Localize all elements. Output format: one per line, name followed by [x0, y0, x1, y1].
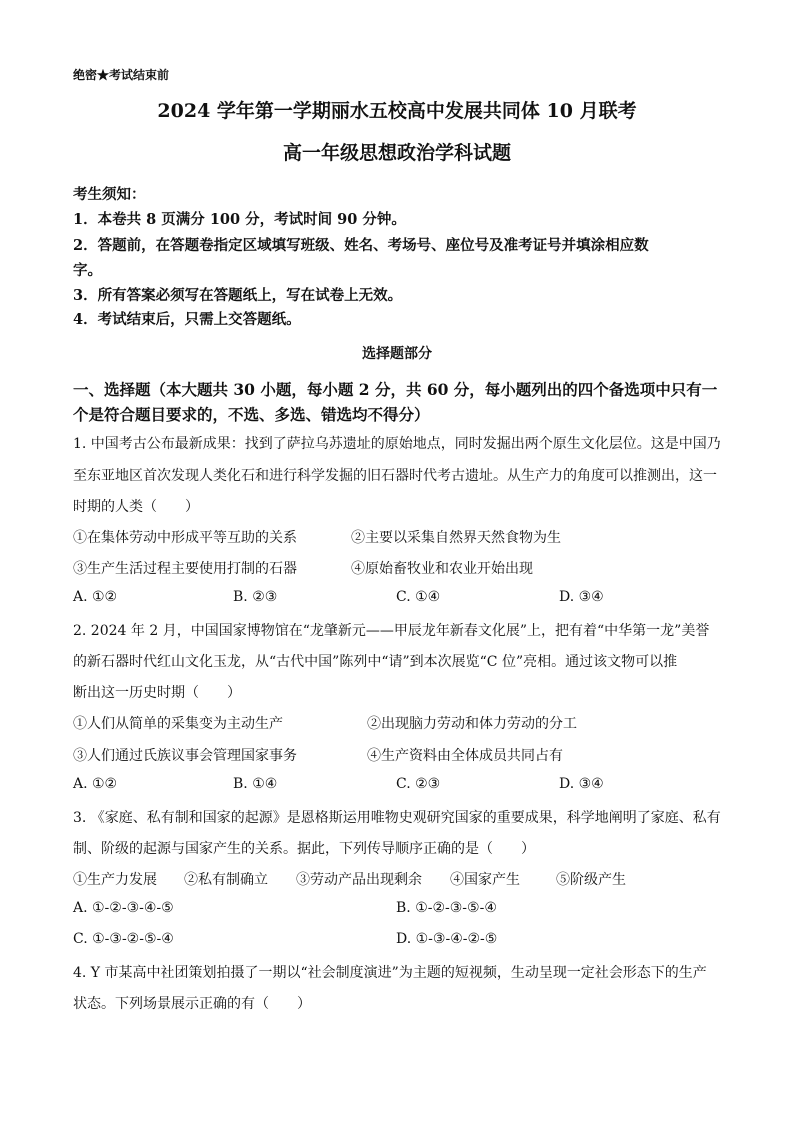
notice-heading: 考生须知： — [73, 186, 146, 203]
statement: ③人们通过氏族议事会管理国家事务 — [73, 748, 297, 764]
choice-a[interactable]: A. ①② — [73, 589, 118, 605]
exam-subtitle: 高一年级思想政治学科试题 — [282, 142, 511, 164]
choice-c[interactable]: C. ①-③-②-⑤-④ — [73, 931, 174, 947]
choice-d[interactable]: D. ③④ — [559, 589, 604, 605]
statement: ①生产力发展 — [73, 872, 157, 888]
choice-b[interactable]: B. ①④ — [233, 776, 278, 792]
choice-d[interactable]: D. ③④ — [559, 776, 604, 792]
choice-a[interactable]: A. ①② — [73, 776, 118, 792]
statement: ①在集体劳动中形成平等互助的关系 — [73, 530, 297, 546]
question-text: 2. 2024 年 2 月，中国国家博物馆在“龙肇新元——甲辰龙年新春文化展”上，把有着“中华第一龙”美誉 — [73, 623, 710, 639]
secret-mark: 绝密★考试结束前 — [73, 68, 170, 82]
choice-c[interactable]: C. ②③ — [396, 776, 441, 792]
exam-title: 2024 学年第一学期丽水五校高中发展共同体 10 月联考 — [157, 100, 637, 122]
choice-b[interactable]: B. ②③ — [233, 589, 278, 605]
section-title: 选择题部分 — [362, 346, 432, 362]
part-instructions: 一、选择题（本大题共 30 小题，每小题 2 分，共 60 分，每小题列出的四个备选项中只有一 — [73, 380, 718, 399]
notice-item: 2．答题前，在答题卷指定区域填写班级、姓名、考场号、座位号及准考证号并填涂相应数 — [73, 237, 649, 254]
question-text: 3. 《家庭、私有制和国家的起源》是恩格斯运用唯物史观研究国家的重要成果，科学地阐明了家庭、私有 — [73, 810, 721, 826]
notice-item: 3．所有答案必须写在答题纸上，写在试卷上无效。 — [73, 287, 403, 304]
statement: ④生产资料由全体成员共同占有 — [367, 748, 563, 764]
question-text: 的新石器时代红山文化玉龙，从“古代中国”陈列中“请”到本次展览“C 位”亮相。通过该文物可以推 — [73, 654, 678, 670]
choice-c[interactable]: C. ①④ — [396, 589, 441, 605]
statement: ③劳动产品出现剩余 — [296, 872, 422, 888]
question-text: 制、阶级的起源与国家产生的关系。据此，下列传导顺序正确的是（ ） — [73, 841, 535, 857]
question-text: 4. Y 市某高中社团策划拍摄了一期以“社会制度演进”为主题的短视频，生动呈现一定社会形态下的生产 — [73, 965, 707, 981]
statement: ②出现脑力劳动和体力劳动的分工 — [367, 716, 577, 732]
part-instructions: 个是符合题目要求的，不选、多选、错选均不得分） — [73, 405, 430, 424]
statement: ③生产生活过程主要使用打制的石器 — [73, 561, 297, 577]
statement: ②私有制确立 — [184, 872, 268, 888]
choice-d[interactable]: D. ①-③-④-②-⑤ — [396, 931, 498, 947]
question-text: 至东亚地区首次发现人类化石和进行科学发掘的旧石器时代考古遗址。从生产力的角度可以推测出，这一 — [73, 468, 717, 484]
statement: ②主要以采集自然界天然食物为生 — [351, 530, 561, 546]
question-text: 断出这一历史时期（ ） — [73, 685, 241, 701]
choice-a[interactable]: A. ①-②-③-④-⑤ — [73, 900, 174, 916]
notice-item: 字。 — [73, 262, 102, 279]
notice-item: 4．考试结束后，只需上交答题纸。 — [73, 311, 301, 328]
statement: ④国家产生 — [450, 872, 520, 888]
question-text: 状态。下列场景展示正确的有（ ） — [73, 996, 311, 1012]
choice-b[interactable]: B. ①-②-③-⑤-④ — [396, 900, 497, 916]
question-text: 时期的人类（ ） — [73, 499, 199, 515]
question-text: 1. 中国考古公布最新成果：找到了萨拉乌苏遗址的原始地点，同时发掘出两个原生文化层位。这是中国乃 — [73, 436, 721, 452]
statement: ①人们从简单的采集变为主动生产 — [73, 716, 283, 732]
notice-item: 1．本卷共 8 页满分 100 分，考试时间 90 分钟。 — [73, 211, 406, 228]
statement: ④原始畜牧业和农业开始出现 — [351, 561, 533, 577]
statement: ⑤阶级产生 — [556, 872, 626, 888]
